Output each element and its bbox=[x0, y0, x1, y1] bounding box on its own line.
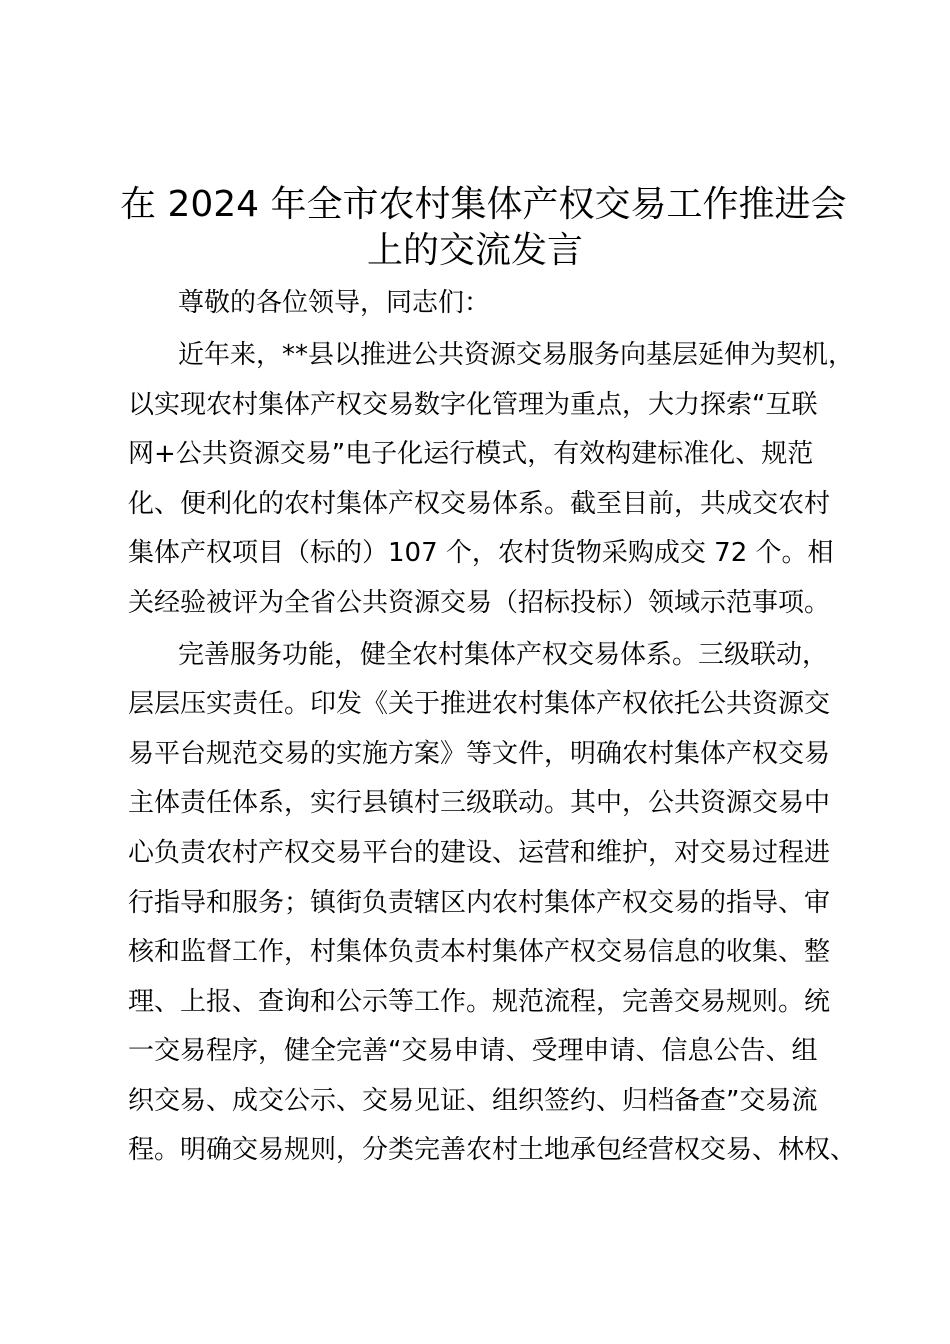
paragraph-line: 主体责任体系，实行县镇村三级联动。其中，公共资源交易中 bbox=[128, 788, 831, 818]
paragraph-line: 易平台规范交易的实施方案》等文件，明确农村集体产权交易 bbox=[128, 739, 831, 769]
page-title bbox=[120, 182, 847, 274]
paragraph-line: 集体产权项目（标的）107 个，农村货物采购成交 72 个。相 bbox=[128, 538, 834, 568]
title-line-1: 在 2024 年全市农村集体产权交易工作推进会 bbox=[120, 184, 847, 225]
paragraph-line: 程。明确交易规则，分类完善农村土地承包经营权交易、林权、 bbox=[128, 1135, 857, 1165]
paragraph-line: 层层压实责任。印发《关于推进农村集体产权依托公共资源交 bbox=[128, 689, 831, 719]
paragraph-line: 网+公共资源交易”电子化运行模式，有效构建标准化、规范 bbox=[128, 439, 814, 469]
paragraph-line: 核和监督工作，村集体负责本村集体产权交易信息的收集、整 bbox=[128, 937, 831, 967]
paragraph-line: 化、便利化的农村集体产权交易体系。截至目前，共成交农村 bbox=[128, 489, 831, 519]
paragraph-line: 以实现农村集体产权交易数字化管理为重点，大力探索“互联 bbox=[128, 390, 818, 420]
paragraph-line: 理、上报、查询和公示等工作。规范流程，完善交易规则。统 bbox=[128, 987, 831, 1017]
paragraph-line: 行指导和服务；镇街负责辖区内农村集体产权交易的指导、审 bbox=[128, 888, 831, 918]
salutation: 尊敬的各位领导，同志们： bbox=[178, 288, 491, 318]
title-line-2: 上的交流发言 bbox=[366, 230, 583, 271]
paragraph-line: 织交易、成交公示、交易见证、组织签约、归档备查”交易流 bbox=[128, 1086, 818, 1116]
paragraph-line: 完善服务功能，健全农村集体产权交易体系。三级联动， bbox=[178, 640, 829, 670]
paragraph-line: 关经验被评为全省公共资源交易（招标投标）领域示范事项。 bbox=[128, 588, 831, 618]
paragraph-line: 近年来，**县以推进公共资源交易服务向基层延伸为契机， bbox=[178, 340, 855, 370]
paragraph-line: 心负责农村产权交易平台的建设、运营和维护，对交易过程进 bbox=[128, 838, 831, 868]
paragraph-line: 一交易程序，健全完善“交易申请、受理申请、信息公告、组 bbox=[128, 1036, 818, 1066]
